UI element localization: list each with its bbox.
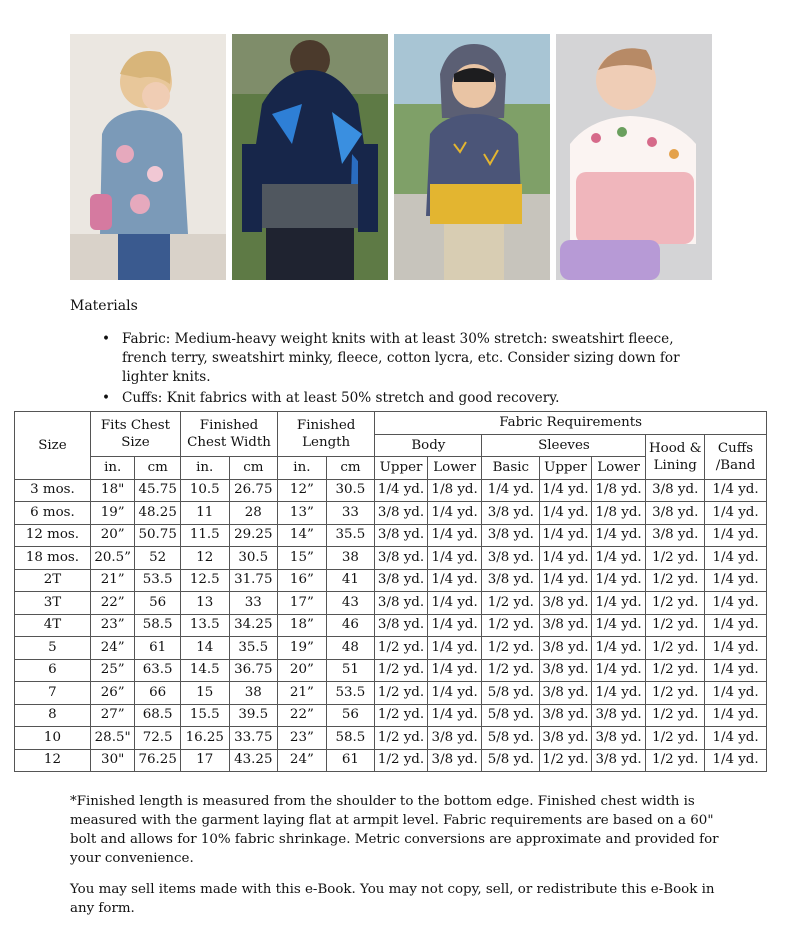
table-cell: 16” bbox=[278, 569, 327, 592]
table-cell: 1/4 yd. bbox=[427, 614, 482, 637]
table-cell: 1/4 yd. bbox=[591, 592, 646, 615]
size-label-cell: 5 bbox=[15, 637, 91, 660]
table-cell: 1/2 yd. bbox=[540, 749, 592, 772]
table-cell: 1/2 yd. bbox=[375, 682, 428, 705]
table-cell: 1/4 yd. bbox=[427, 524, 482, 547]
table-cell: 30" bbox=[90, 749, 135, 772]
size-label-cell: 7 bbox=[15, 682, 91, 705]
table-row bbox=[15, 727, 767, 750]
header-unit-in: in. bbox=[278, 457, 327, 480]
table-cell: 3/8 yd. bbox=[591, 727, 646, 750]
table-row bbox=[15, 704, 767, 727]
materials-heading: Materials bbox=[70, 298, 138, 314]
table-cell: 3/8 yd. bbox=[375, 569, 428, 592]
table-cell: 38 bbox=[326, 547, 375, 570]
table-cell: 1/4 yd. bbox=[705, 502, 767, 525]
table-cell: 3/8 yd. bbox=[482, 569, 540, 592]
table-cell: 15 bbox=[180, 682, 229, 705]
table-cell: 35.5 bbox=[229, 637, 278, 660]
table-cell: 1/4 yd. bbox=[705, 614, 767, 637]
table-cell: 15” bbox=[278, 547, 327, 570]
table-cell: 1/4 yd. bbox=[705, 524, 767, 547]
table-cell: 3/8 yd. bbox=[375, 592, 428, 615]
table-cell: 63.5 bbox=[135, 659, 181, 682]
table-cell: 76.25 bbox=[135, 749, 181, 772]
table-cell: 26” bbox=[90, 682, 135, 705]
table-cell: 3/8 yd. bbox=[375, 502, 428, 525]
table-cell: 21” bbox=[90, 569, 135, 592]
table-cell: 51 bbox=[326, 659, 375, 682]
table-cell: 1/4 yd. bbox=[705, 749, 767, 772]
size-label-cell: 3T bbox=[15, 592, 91, 615]
table-cell: 3/8 yd. bbox=[482, 547, 540, 570]
table-cell: 1/4 yd. bbox=[591, 659, 646, 682]
size-chart-body bbox=[15, 479, 767, 772]
header-body-upper: Upper bbox=[375, 457, 428, 480]
table-cell: 1/2 yd. bbox=[646, 704, 705, 727]
table-cell: 3/8 yd. bbox=[540, 704, 592, 727]
header-body-lower: Lower bbox=[427, 457, 482, 480]
photo-child-yellow-hoodie bbox=[394, 34, 550, 280]
table-cell: 24” bbox=[90, 637, 135, 660]
table-cell: 1/4 yd. bbox=[591, 614, 646, 637]
table-cell: 1/4 yd. bbox=[705, 682, 767, 705]
table-cell: 1/4 yd. bbox=[427, 592, 482, 615]
table-cell: 3/8 yd. bbox=[540, 592, 592, 615]
table-cell: 1/4 yd. bbox=[540, 524, 592, 547]
table-cell: 20.5” bbox=[90, 547, 135, 570]
table-cell: 1/2 yd. bbox=[375, 704, 428, 727]
table-cell: 3/8 yd. bbox=[482, 524, 540, 547]
table-cell: 28.5" bbox=[90, 727, 135, 750]
table-cell: 33 bbox=[229, 592, 278, 615]
table-cell: 1/4 yd. bbox=[591, 524, 646, 547]
header-sleeves-lower: Lower bbox=[591, 457, 646, 480]
header-unit-in: in. bbox=[90, 457, 135, 480]
table-cell: 30.5 bbox=[326, 479, 375, 502]
table-cell: 1/4 yd. bbox=[427, 569, 482, 592]
table-cell: 56 bbox=[135, 592, 181, 615]
table-cell: 1/4 yd. bbox=[705, 569, 767, 592]
table-cell: 23” bbox=[90, 614, 135, 637]
table-cell: 12” bbox=[278, 479, 327, 502]
table-cell: 1/4 yd. bbox=[705, 479, 767, 502]
table-cell: 1/4 yd. bbox=[705, 727, 767, 750]
table-cell: 1/4 yd. bbox=[427, 637, 482, 660]
table-cell: 41 bbox=[326, 569, 375, 592]
table-cell: 34.25 bbox=[229, 614, 278, 637]
size-chart-table bbox=[14, 411, 767, 772]
license-notice: You may sell items made with this e-Book. You may not copy, sell, or redistribute this e-Book in any form. bbox=[70, 882, 715, 916]
table-cell: 1/4 yd. bbox=[705, 704, 767, 727]
table-cell: 1/4 yd. bbox=[705, 547, 767, 570]
table-cell: 61 bbox=[326, 749, 375, 772]
table-cell: 36.75 bbox=[229, 659, 278, 682]
materials-item-cuffs: • Cuffs: Knit fabrics with at least 50% stretch and good recovery. bbox=[102, 389, 722, 408]
header-finished-chest: Finished Chest Width bbox=[180, 412, 277, 457]
table-row bbox=[15, 524, 767, 547]
table-cell: 1/4 yd. bbox=[427, 704, 482, 727]
table-cell: 46 bbox=[326, 614, 375, 637]
table-cell: 1/2 yd. bbox=[482, 659, 540, 682]
table-cell: 1/4 yd. bbox=[427, 659, 482, 682]
table-cell: 13 bbox=[180, 592, 229, 615]
header-unit-cm: cm bbox=[135, 457, 181, 480]
table-cell: 3/8 yd. bbox=[427, 749, 482, 772]
size-label-cell: 12 mos. bbox=[15, 524, 91, 547]
table-cell: 27” bbox=[90, 704, 135, 727]
table-cell: 12.5 bbox=[180, 569, 229, 592]
table-cell: 3/8 yd. bbox=[646, 479, 705, 502]
header-unit-in: in. bbox=[180, 457, 229, 480]
table-cell: 3/8 yd. bbox=[540, 727, 592, 750]
materials-list bbox=[102, 330, 722, 410]
table-cell: 23” bbox=[278, 727, 327, 750]
table-cell: 24” bbox=[278, 749, 327, 772]
table-cell: 30.5 bbox=[229, 547, 278, 570]
table-cell: 14 bbox=[180, 637, 229, 660]
table-cell: 53.5 bbox=[326, 682, 375, 705]
header-cuffs-band: Cuffs /Band bbox=[705, 434, 767, 479]
table-cell: 1/2 yd. bbox=[646, 569, 705, 592]
size-label-cell: 6 mos. bbox=[15, 502, 91, 525]
table-cell: 3/8 yd. bbox=[646, 524, 705, 547]
table-cell: 17” bbox=[278, 592, 327, 615]
table-cell: 31.75 bbox=[229, 569, 278, 592]
table-cell: 1/4 yd. bbox=[591, 682, 646, 705]
table-cell: 43 bbox=[326, 592, 375, 615]
table-cell: 3/8 yd. bbox=[540, 682, 592, 705]
table-cell: 1/2 yd. bbox=[646, 727, 705, 750]
measurement-notes: *Finished length is measured from the shoulder to the bottom edge. Finished chest width is measured with the garment laying flat at armpit level. Fabric requirements are based on a 60" bolt and allows for 10% fabric shrinkage. Metric conversions are approximate and provided for your convenience. bbox=[70, 794, 719, 866]
table-cell: 1/2 yd. bbox=[646, 659, 705, 682]
table-cell: 1/4 yd. bbox=[705, 637, 767, 660]
table-cell: 26.75 bbox=[229, 479, 278, 502]
table-cell: 1/4 yd. bbox=[482, 479, 540, 502]
table-cell: 43.25 bbox=[229, 749, 278, 772]
table-cell: 39.5 bbox=[229, 704, 278, 727]
table-cell: 20” bbox=[278, 659, 327, 682]
table-row bbox=[15, 502, 767, 525]
table-cell: 5/8 yd. bbox=[482, 727, 540, 750]
table-cell: 1/8 yd. bbox=[591, 502, 646, 525]
table-cell: 18” bbox=[278, 614, 327, 637]
table-cell: 1/2 yd. bbox=[646, 547, 705, 570]
table-cell: 5/8 yd. bbox=[482, 704, 540, 727]
table-cell: 1/2 yd. bbox=[482, 637, 540, 660]
table-cell: 3/8 yd. bbox=[591, 749, 646, 772]
size-label-cell: 4T bbox=[15, 614, 91, 637]
table-cell: 13.5 bbox=[180, 614, 229, 637]
table-cell: 12 bbox=[180, 547, 229, 570]
table-cell: 35.5 bbox=[326, 524, 375, 547]
table-cell: 1/2 yd. bbox=[375, 637, 428, 660]
table-row bbox=[15, 749, 767, 772]
table-cell: 1/4 yd. bbox=[540, 479, 592, 502]
size-label-cell: 18 mos. bbox=[15, 547, 91, 570]
table-cell: 11 bbox=[180, 502, 229, 525]
table-row bbox=[15, 479, 767, 502]
header-hood-lining: Hood & Lining bbox=[646, 434, 705, 479]
table-cell: 28 bbox=[229, 502, 278, 525]
table-cell: 19” bbox=[278, 637, 327, 660]
table-cell: 48.25 bbox=[135, 502, 181, 525]
table-cell: 3/8 yd. bbox=[375, 524, 428, 547]
table-cell: 3/8 yd. bbox=[540, 637, 592, 660]
table-cell: 5/8 yd. bbox=[482, 749, 540, 772]
table-row bbox=[15, 592, 767, 615]
table-cell: 3/8 yd. bbox=[375, 614, 428, 637]
table-cell: 13” bbox=[278, 502, 327, 525]
table-cell: 17 bbox=[180, 749, 229, 772]
table-cell: 68.5 bbox=[135, 704, 181, 727]
table-cell: 5/8 yd. bbox=[482, 682, 540, 705]
table-cell: 29.25 bbox=[229, 524, 278, 547]
table-cell: 1/4 yd. bbox=[427, 547, 482, 570]
table-cell: 66 bbox=[135, 682, 181, 705]
table-row bbox=[15, 614, 767, 637]
table-cell: 3/8 yd. bbox=[591, 704, 646, 727]
table-cell: 1/4 yd. bbox=[540, 569, 592, 592]
table-cell: 1/4 yd. bbox=[540, 502, 592, 525]
table-cell: 3/8 yd. bbox=[482, 502, 540, 525]
header-unit-cm: cm bbox=[229, 457, 278, 480]
table-cell: 1/4 yd. bbox=[427, 502, 482, 525]
table-row bbox=[15, 682, 767, 705]
header-fits-chest: Fits Chest Size bbox=[90, 412, 180, 457]
table-cell: 1/4 yd. bbox=[591, 637, 646, 660]
size-label-cell: 10 bbox=[15, 727, 91, 750]
table-cell: 45.75 bbox=[135, 479, 181, 502]
table-cell: 33.75 bbox=[229, 727, 278, 750]
header-finished-length: Finished Length bbox=[278, 412, 375, 457]
table-cell: 50.75 bbox=[135, 524, 181, 547]
table-cell: 38 bbox=[229, 682, 278, 705]
header-sleeves-upper: Upper bbox=[540, 457, 592, 480]
table-cell: 3/8 yd. bbox=[646, 502, 705, 525]
table-cell: 1/2 yd. bbox=[375, 749, 428, 772]
table-cell: 15.5 bbox=[180, 704, 229, 727]
table-cell: 22” bbox=[278, 704, 327, 727]
table-cell: 1/2 yd. bbox=[482, 614, 540, 637]
table-cell: 1/2 yd. bbox=[375, 727, 428, 750]
table-cell: 48 bbox=[326, 637, 375, 660]
table-cell: 58.5 bbox=[326, 727, 375, 750]
table-cell: 58.5 bbox=[135, 614, 181, 637]
table-cell: 1/2 yd. bbox=[646, 637, 705, 660]
table-cell: 1/2 yd. bbox=[646, 682, 705, 705]
table-cell: 33 bbox=[326, 502, 375, 525]
table-cell: 72.5 bbox=[135, 727, 181, 750]
size-label-cell: 6 bbox=[15, 659, 91, 682]
table-cell: 1/2 yd. bbox=[646, 592, 705, 615]
table-cell: 19” bbox=[90, 502, 135, 525]
table-row bbox=[15, 569, 767, 592]
table-cell: 11.5 bbox=[180, 524, 229, 547]
table-cell: 1/4 yd. bbox=[427, 682, 482, 705]
header-fabric-requirements: Fabric Requirements bbox=[375, 412, 767, 435]
size-label-cell: 3 mos. bbox=[15, 479, 91, 502]
table-row bbox=[15, 659, 767, 682]
table-cell: 1/4 yd. bbox=[591, 547, 646, 570]
header-unit-cm: cm bbox=[326, 457, 375, 480]
table-cell: 1/4 yd. bbox=[591, 569, 646, 592]
table-cell: 1/8 yd. bbox=[591, 479, 646, 502]
table-cell: 1/8 yd. bbox=[427, 479, 482, 502]
table-cell: 3/8 yd. bbox=[427, 727, 482, 750]
table-cell: 3/8 yd. bbox=[540, 659, 592, 682]
table-cell: 56 bbox=[326, 704, 375, 727]
header-size: Size bbox=[15, 412, 91, 480]
table-cell: 16.25 bbox=[180, 727, 229, 750]
table-row bbox=[15, 547, 767, 570]
size-chart-header bbox=[15, 412, 767, 480]
table-cell: 1/2 yd. bbox=[482, 592, 540, 615]
header-sleeves-basic: Basic bbox=[482, 457, 540, 480]
photo-toddler-floral-hoodie bbox=[70, 34, 226, 280]
photo-strip bbox=[70, 34, 710, 282]
materials-item-fabric: • Fabric: Medium-heavy weight knits with at least 30% stretch: sweatshirt fleece, french terry, sweatshirt minky, fleece, cotton lycra, etc. Consider sizing down for lighter knits. bbox=[102, 330, 722, 387]
table-cell: 10.5 bbox=[180, 479, 229, 502]
photo-boy-tie-dye-hoodie bbox=[232, 34, 388, 280]
table-cell: 18" bbox=[90, 479, 135, 502]
table-cell: 21” bbox=[278, 682, 327, 705]
table-cell: 1/2 yd. bbox=[375, 659, 428, 682]
table-cell: 20” bbox=[90, 524, 135, 547]
table-cell: 1/2 yd. bbox=[646, 614, 705, 637]
table-cell: 53.5 bbox=[135, 569, 181, 592]
table-cell: 14” bbox=[278, 524, 327, 547]
table-cell: 1/2 yd. bbox=[646, 749, 705, 772]
table-cell: 3/8 yd. bbox=[375, 547, 428, 570]
table-cell: 1/4 yd. bbox=[540, 547, 592, 570]
table-cell: 25” bbox=[90, 659, 135, 682]
table-row bbox=[15, 637, 767, 660]
table-cell: 1/4 yd. bbox=[705, 659, 767, 682]
table-cell: 14.5 bbox=[180, 659, 229, 682]
size-label-cell: 12 bbox=[15, 749, 91, 772]
photo-baby-floral-hoodie bbox=[556, 34, 712, 280]
table-cell: 1/4 yd. bbox=[375, 479, 428, 502]
table-cell: 22” bbox=[90, 592, 135, 615]
table-cell: 52 bbox=[135, 547, 181, 570]
header-sleeves: Sleeves bbox=[482, 434, 646, 457]
table-cell: 61 bbox=[135, 637, 181, 660]
size-label-cell: 2T bbox=[15, 569, 91, 592]
table-cell: 3/8 yd. bbox=[540, 614, 592, 637]
table-cell: 1/4 yd. bbox=[705, 592, 767, 615]
header-body: Body bbox=[375, 434, 482, 457]
size-label-cell: 8 bbox=[15, 704, 91, 727]
